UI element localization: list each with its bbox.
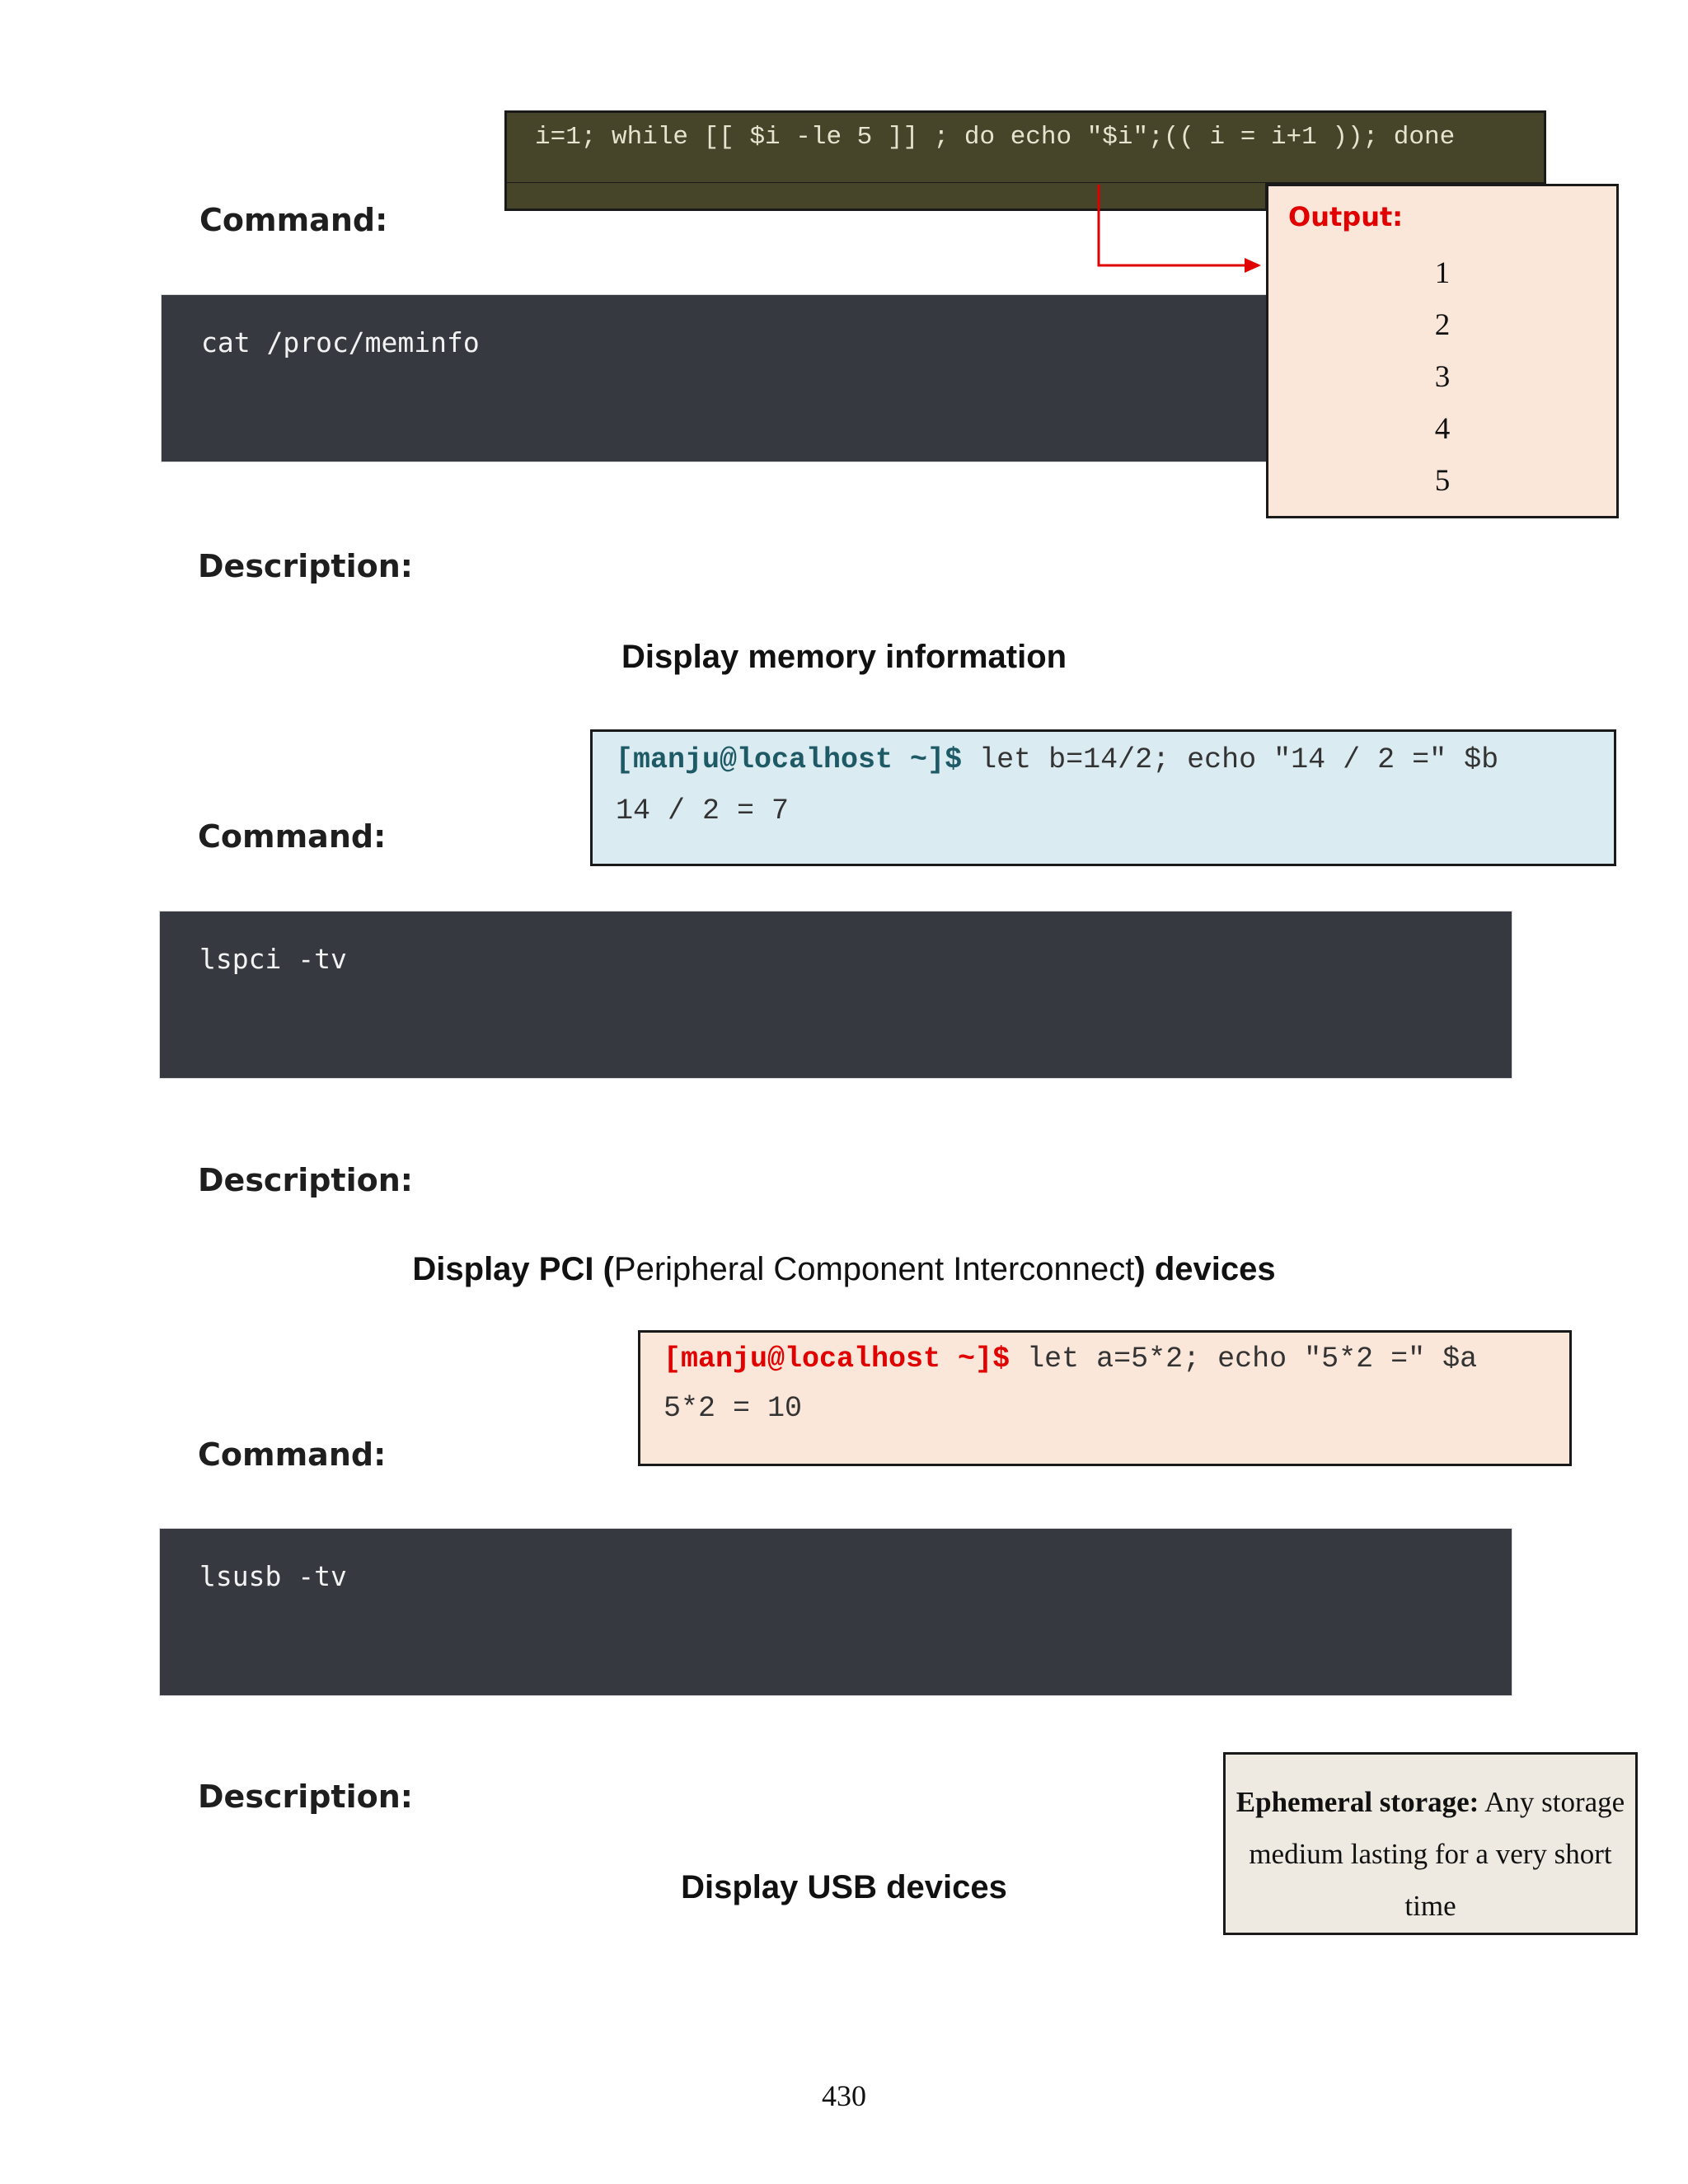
definition-term: Ephemeral storage:	[1236, 1786, 1479, 1818]
terminal-command: let b=14/2; echo "14 / 2 =" $b	[962, 743, 1499, 776]
output-value: 3	[1434, 360, 1451, 394]
output-value: 4	[1434, 412, 1451, 446]
description-text: Display USB devices	[681, 1869, 1007, 1905]
description-text: Display memory information	[621, 639, 1067, 675]
command-heading: Command:	[198, 1436, 387, 1473]
description-text	[0, 1251, 1688, 1288]
terminal-prompt: [manju@localhost ~]$	[663, 1343, 1010, 1376]
command-block	[159, 911, 1512, 1079]
division-terminal-callout	[590, 729, 1616, 866]
multiplication-terminal-callout	[638, 1330, 1572, 1466]
description-expansion: Peripheral Component Interconnect	[613, 1251, 1135, 1287]
description-heading: Description:	[198, 1779, 413, 1815]
command-text: lsusb -tv	[199, 1560, 347, 1592]
output-title: Output:	[1288, 201, 1404, 232]
loop-code-text: i=1; while [[ $i -le 5 ]] ; do echo "$i";(( i = i+1 )); done	[535, 123, 1456, 152]
definition-body: Any storage medium lasting for a very short time	[1249, 1786, 1625, 1922]
description-heading: Description:	[198, 1162, 413, 1198]
page-number: 430	[822, 2079, 866, 2112]
loop-output-box	[1266, 184, 1619, 518]
terminal-result: 14 / 2 = 7	[616, 794, 790, 827]
definition-text	[1226, 1776, 1635, 1932]
terminal-prompt: [manju@localhost ~]$	[616, 743, 963, 776]
description-suffix: ) devices	[1134, 1251, 1276, 1287]
output-value: 1	[1434, 256, 1451, 290]
definition-note	[1223, 1752, 1638, 1935]
output-value: 2	[1434, 308, 1451, 342]
description-heading: Description:	[198, 548, 413, 584]
command-text: lspci -tv	[199, 943, 347, 975]
terminal-command-line	[616, 743, 1498, 776]
command-heading: Command:	[199, 202, 388, 238]
description-prefix: Display PCI (	[412, 1251, 614, 1287]
output-value: 5	[1434, 464, 1451, 498]
command-block	[159, 1528, 1512, 1696]
command-text: cat /proc/meminfo	[201, 326, 480, 359]
command-heading: Command:	[198, 818, 387, 855]
terminal-command: let a=5*2; echo "5*2 =" $a	[1010, 1343, 1478, 1376]
terminal-result: 5*2 = 10	[663, 1392, 803, 1425]
terminal-command-line	[663, 1343, 1477, 1376]
